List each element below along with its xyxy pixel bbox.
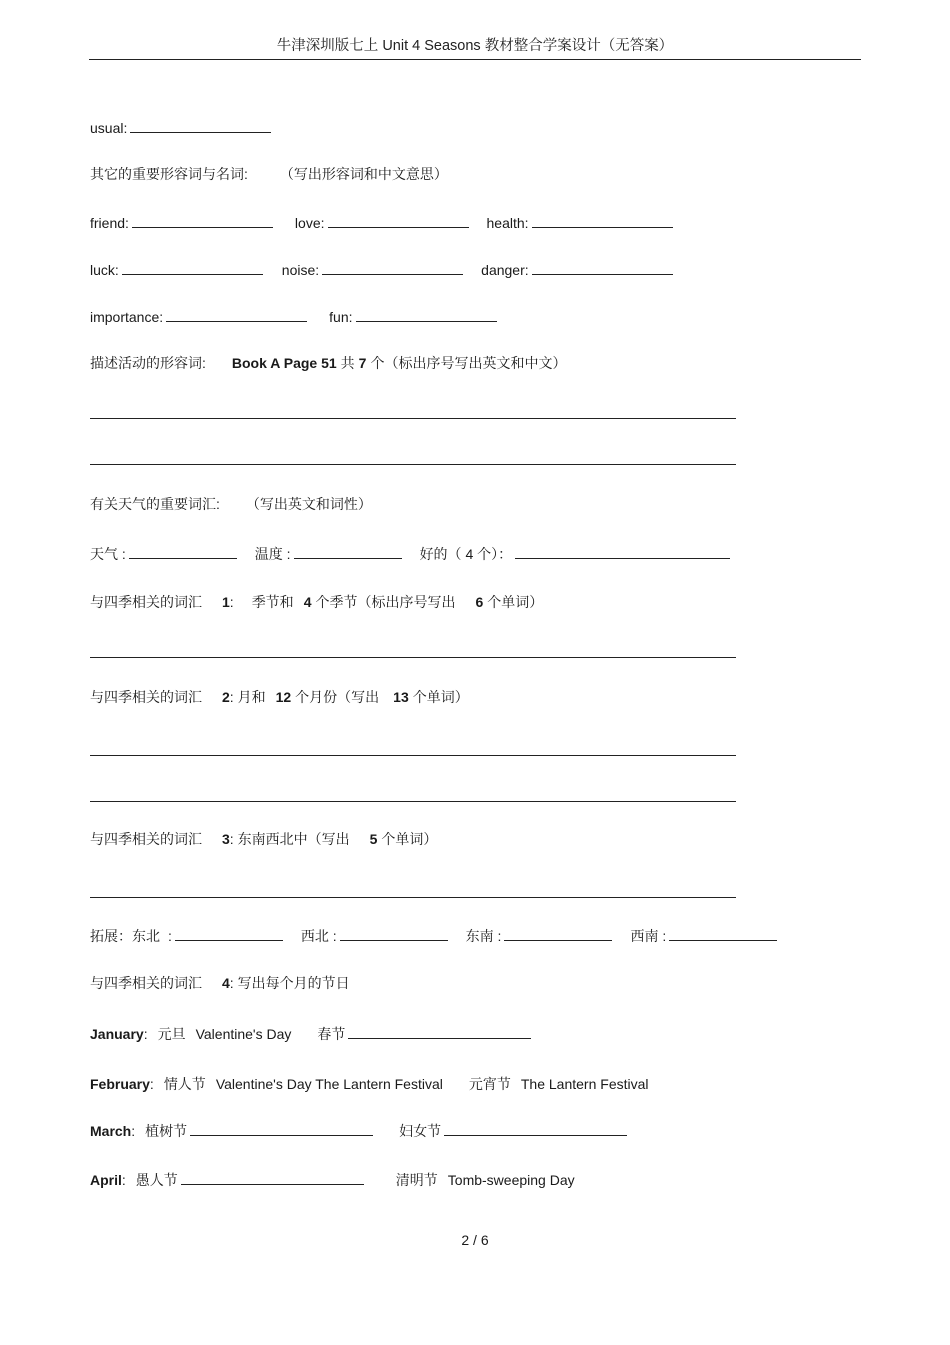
seasons-2-heading: 与四季相关的词汇 bbox=[90, 689, 202, 705]
temperature-label: 温度 : bbox=[254, 546, 291, 562]
seasons-3-num: 3 bbox=[222, 831, 230, 847]
month-colon: : bbox=[121, 1172, 126, 1188]
health-blank[interactable] bbox=[532, 214, 673, 228]
festival-cn-2: 春节 bbox=[317, 1026, 346, 1042]
seasons-3-num-2: 5 bbox=[369, 831, 378, 847]
health-label: health: bbox=[486, 215, 529, 231]
festival-cn: 植树节 bbox=[145, 1123, 188, 1139]
importance-label: importance: bbox=[90, 309, 164, 325]
answer-line[interactable] bbox=[90, 464, 736, 465]
festival-cn-2: 清明节 bbox=[395, 1172, 438, 1188]
page-number: 2 / 6 bbox=[461, 1232, 489, 1248]
temperature-blank[interactable] bbox=[294, 545, 402, 559]
month-name: March bbox=[90, 1123, 132, 1139]
festival-en-2: The Lantern Festival bbox=[520, 1076, 649, 1092]
answer-line[interactable] bbox=[90, 755, 736, 756]
seasons-3-heading: 与四季相关的词汇 bbox=[90, 831, 202, 847]
usual-row bbox=[90, 119, 271, 137]
festival-cn-2: 妇女节 bbox=[399, 1123, 442, 1139]
seasons-1-text-3: 个单词） bbox=[487, 594, 544, 610]
festival-blank[interactable] bbox=[348, 1025, 531, 1039]
southeast-label: 东南 : bbox=[465, 928, 502, 944]
northeast-label: 拓展：东北 bbox=[90, 928, 160, 944]
usual-label: usual: bbox=[90, 120, 128, 136]
weather-title bbox=[90, 495, 372, 513]
seasons-2-text-3: 个单词） bbox=[412, 689, 469, 705]
weather-heading: 有关天气的重要词汇: bbox=[90, 496, 220, 512]
seasons-1-colon: : bbox=[229, 594, 234, 610]
seasons-2-text-1: : 月和 bbox=[229, 689, 266, 705]
month-colon: : bbox=[149, 1076, 154, 1092]
answer-line[interactable] bbox=[90, 897, 736, 898]
seasons-2-num-3: 13 bbox=[393, 689, 409, 705]
seasons-1-num-3: 6 bbox=[475, 594, 484, 610]
weather-row bbox=[90, 545, 730, 563]
fun-blank[interactable] bbox=[356, 308, 497, 322]
seasons-1-num-2: 4 bbox=[303, 594, 312, 610]
activity-num: 7 bbox=[358, 355, 367, 371]
festival-cn-2: 元宵节 bbox=[468, 1076, 511, 1092]
seasons-4-text: : 写出每个月的节日 bbox=[229, 975, 350, 991]
month-january bbox=[90, 1025, 531, 1043]
northeast-blank[interactable] bbox=[175, 927, 283, 941]
luck-blank[interactable] bbox=[122, 261, 263, 275]
seasons-1-num: 1 bbox=[222, 594, 230, 610]
friend-blank[interactable] bbox=[132, 214, 273, 228]
seasons-3-text-2: 个单词） bbox=[381, 831, 438, 847]
northwest-label: 西北 : bbox=[300, 928, 337, 944]
seasons-2-text-2: 个月份（写出 bbox=[295, 689, 380, 705]
festival-blank-2[interactable] bbox=[444, 1122, 627, 1136]
seasons-4-num: 4 bbox=[222, 975, 230, 991]
danger-blank[interactable] bbox=[532, 261, 673, 275]
fun-label: fun: bbox=[329, 309, 353, 325]
header-rule bbox=[89, 59, 861, 60]
weather-blank[interactable] bbox=[129, 545, 237, 559]
festival-cn: 情人节 bbox=[163, 1076, 206, 1092]
activity-text-1: 共 bbox=[340, 355, 355, 371]
festival-en: Valentine's Day The Lantern Festival bbox=[215, 1076, 443, 1092]
adj-section-heading: 其它的重要形容词与名词: bbox=[90, 166, 248, 182]
love-blank[interactable] bbox=[328, 214, 469, 228]
seasons-2-num-2: 12 bbox=[275, 689, 292, 705]
festival-en: Valentine's Day bbox=[195, 1026, 292, 1042]
luck-label: luck: bbox=[90, 262, 119, 278]
danger-label: danger: bbox=[481, 262, 529, 278]
southwest-label: 西南 : bbox=[630, 928, 667, 944]
seasons-1-heading: 与四季相关的词汇 bbox=[90, 594, 202, 610]
weather-label: 天气 : bbox=[90, 546, 126, 562]
weather-note: （写出英文和词性） bbox=[245, 496, 372, 512]
fine-label: 好的（ 4 个）： bbox=[419, 546, 513, 562]
activity-text-2: 个（标出序号写出英文和中文） bbox=[370, 355, 567, 371]
month-april bbox=[90, 1171, 575, 1189]
fine-blank[interactable] bbox=[515, 545, 730, 559]
month-name: April bbox=[90, 1172, 122, 1188]
seasons-2-num: 2 bbox=[222, 689, 230, 705]
friend-label: friend: bbox=[90, 215, 129, 231]
seasons-1-title bbox=[90, 593, 543, 611]
answer-line[interactable] bbox=[90, 418, 736, 419]
expand-row bbox=[90, 927, 777, 945]
month-name: January bbox=[90, 1026, 144, 1042]
activity-title bbox=[90, 354, 566, 372]
southeast-blank[interactable] bbox=[504, 927, 612, 941]
adj-section-title bbox=[90, 165, 448, 183]
seasons-1-text-2: 个季节（标出序号写出 bbox=[315, 594, 456, 610]
southwest-blank[interactable] bbox=[669, 927, 777, 941]
festival-blank[interactable] bbox=[190, 1122, 373, 1136]
northeast-colon: : bbox=[168, 928, 172, 944]
noise-label: noise: bbox=[281, 262, 320, 278]
activity-heading: 描述活动的形容词: bbox=[90, 355, 206, 371]
month-march bbox=[90, 1122, 627, 1140]
festival-cn: 愚人节 bbox=[135, 1172, 178, 1188]
adj-section-note: （写出形容词和中文意思） bbox=[279, 166, 448, 182]
festival-en-2: Tomb-sweeping Day bbox=[447, 1172, 575, 1188]
festival-cn: 元旦 bbox=[157, 1026, 186, 1042]
activity-ref: Book A Page 51 bbox=[231, 355, 337, 371]
month-colon: : bbox=[131, 1123, 136, 1139]
answer-line[interactable] bbox=[90, 657, 736, 658]
seasons-3-text-1: : 东南西北中（写出 bbox=[229, 831, 350, 847]
adj-row-3 bbox=[90, 308, 497, 326]
northwest-blank[interactable] bbox=[340, 927, 448, 941]
seasons-3-title bbox=[90, 830, 437, 848]
month-name: February bbox=[90, 1076, 150, 1092]
seasons-4-title bbox=[90, 974, 350, 992]
importance-blank[interactable] bbox=[166, 308, 307, 322]
adj-row-1 bbox=[90, 214, 673, 232]
usual-blank[interactable] bbox=[130, 119, 271, 133]
seasons-2-title bbox=[90, 688, 469, 706]
seasons-1-text-1: 季节和 bbox=[251, 594, 294, 610]
seasons-4-heading: 与四季相关的词汇 bbox=[90, 975, 202, 991]
page-header: 牛津深圳版七上 Unit 4 Seasons 教材整合学案设计（无答案） bbox=[276, 38, 674, 54]
noise-blank[interactable] bbox=[322, 261, 463, 275]
answer-line[interactable] bbox=[90, 801, 736, 802]
festival-blank[interactable] bbox=[181, 1171, 364, 1185]
month-colon: : bbox=[143, 1026, 148, 1042]
love-label: love: bbox=[294, 215, 325, 231]
month-february bbox=[90, 1075, 649, 1093]
adj-row-2 bbox=[90, 261, 673, 279]
